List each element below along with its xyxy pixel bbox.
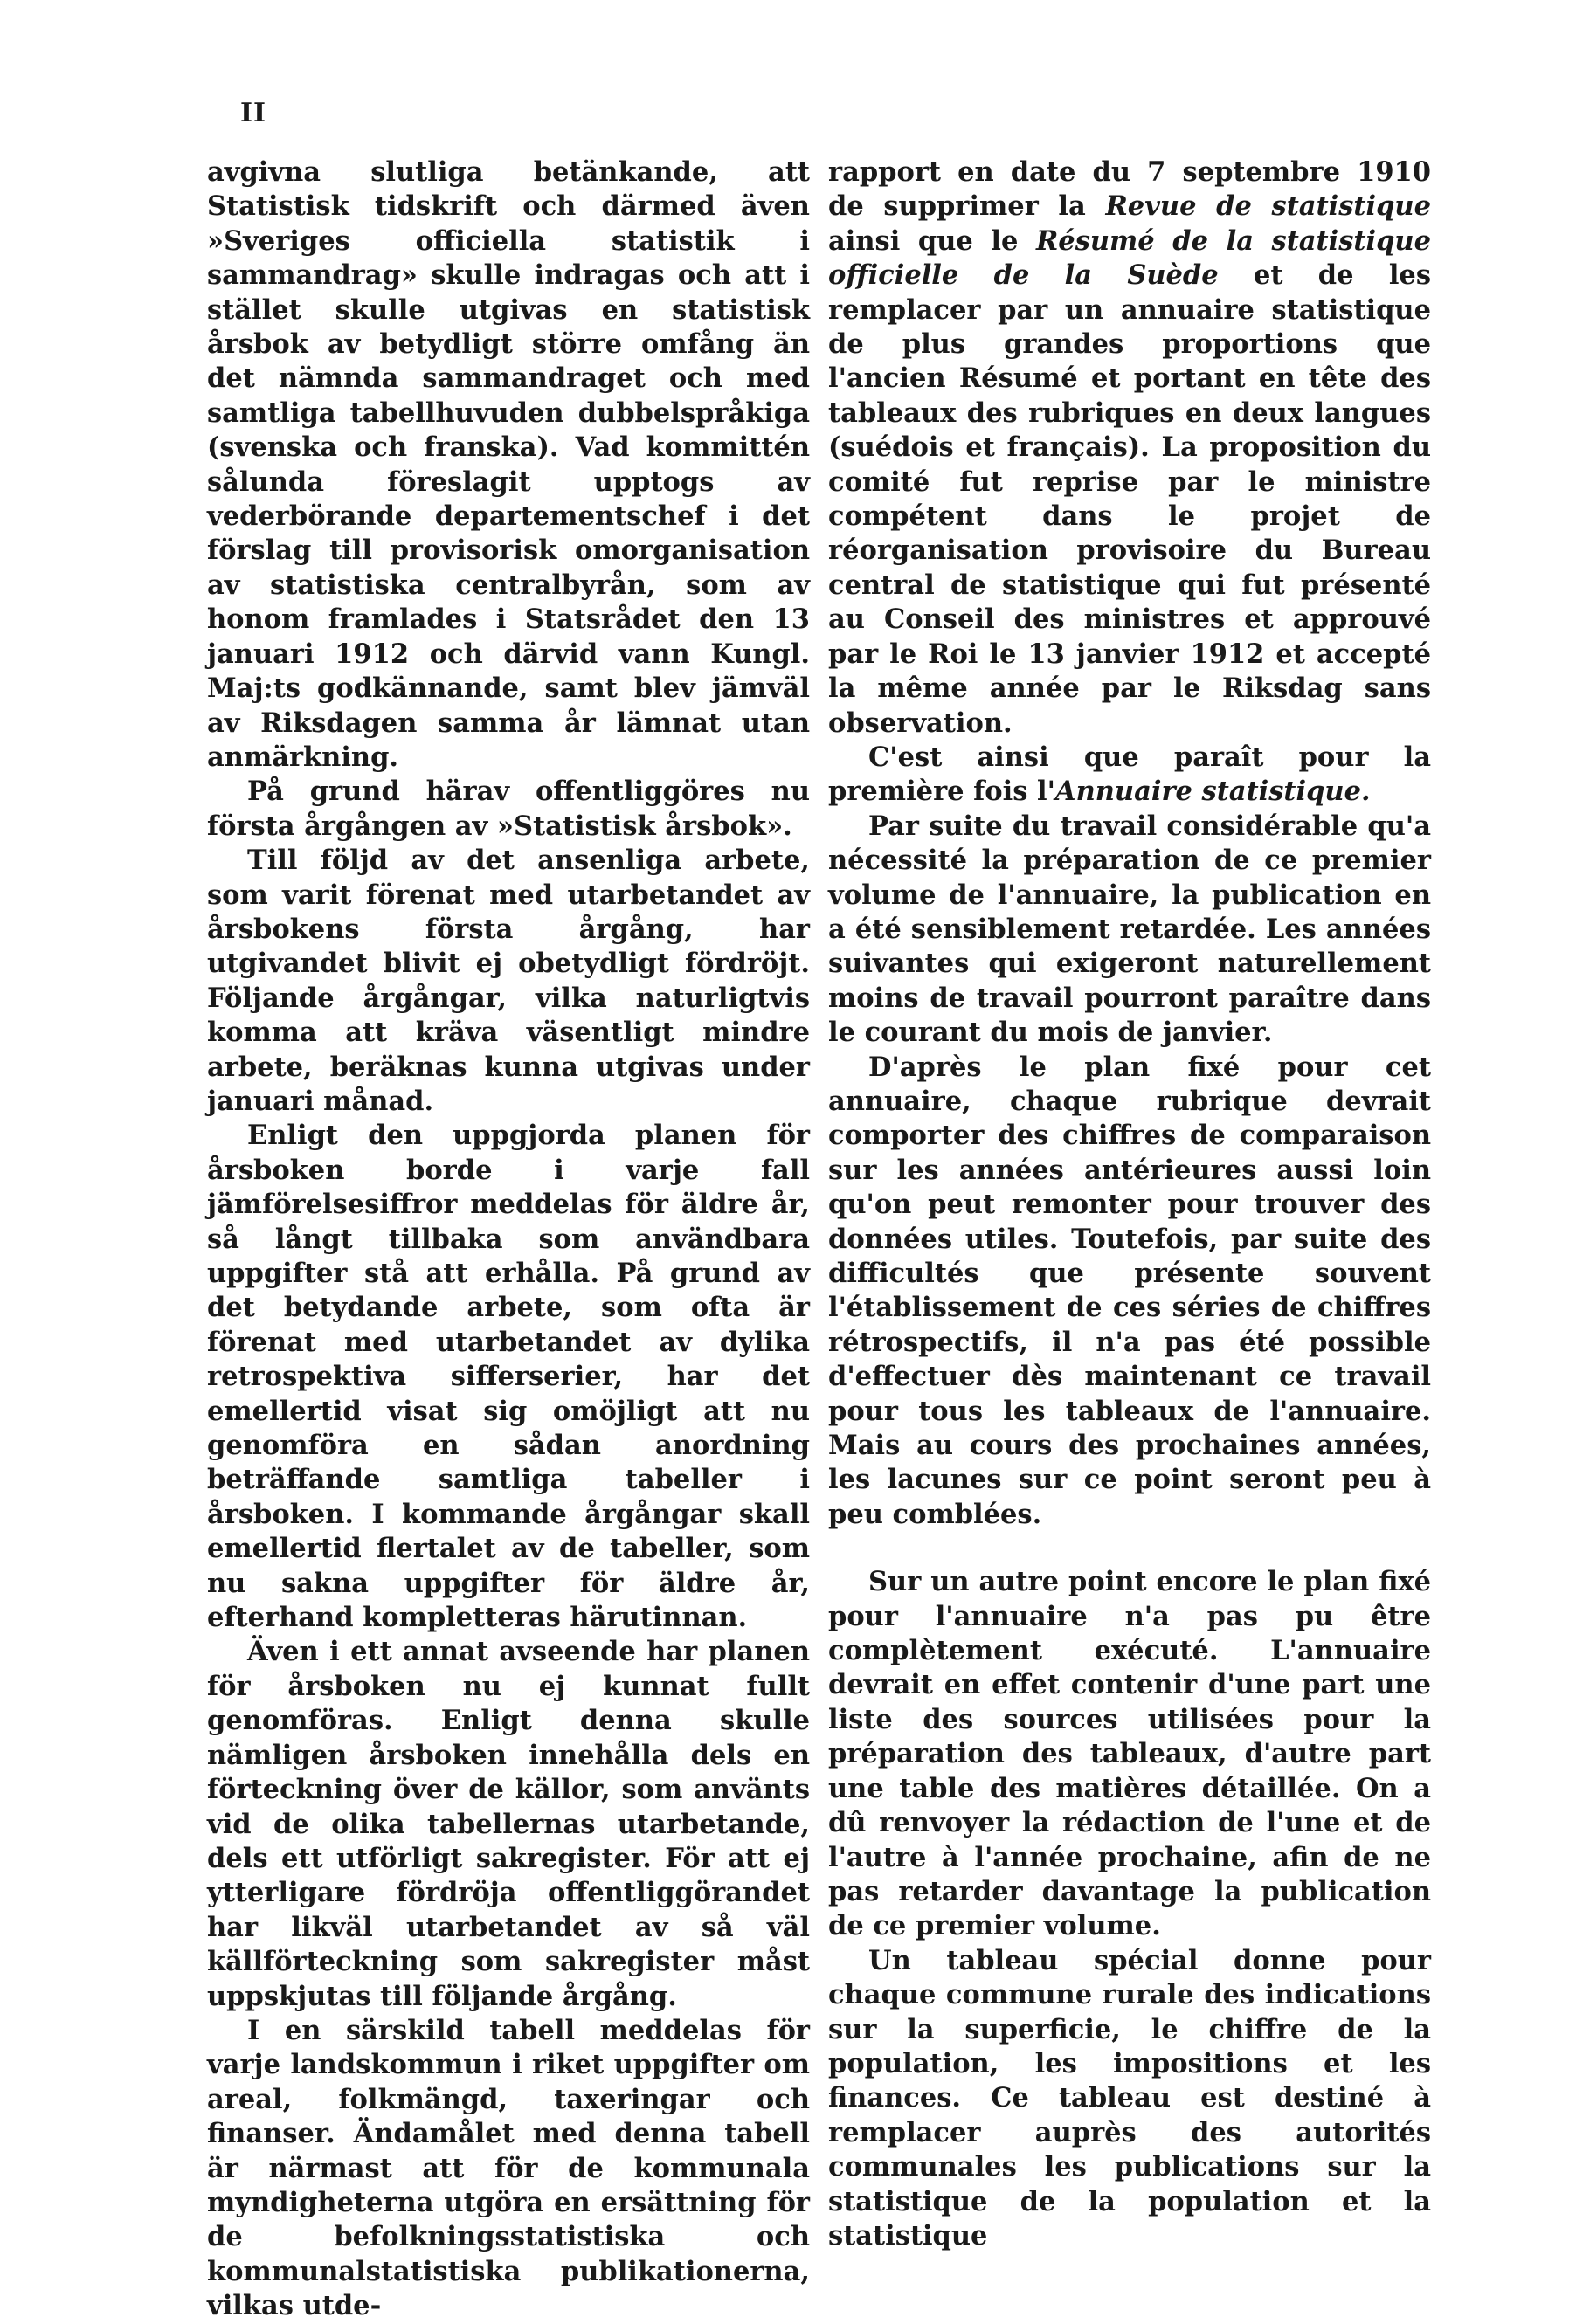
paragraph-sv-6: I en särskild tabell meddelas för varje landskommun i riket uppgifter om areal, folkmängd, taxeringar och finanser. Ändamålet med denna tabell är närmast att för de kommunala myndigheterna utgöra en ersättning för de befolkningsstatistiska och kommunalstatistiska publikationerna, vilkas utde- bbox=[207, 2014, 810, 2322]
paragraph-sv-1: avgivna slutliga betänkande, att Statistisk tidskrift och därmed även »Sveriges officiella statistik i sammandrag» skulle indragas och att i stället skulle utgivas en statistisk årsbok av betydligt större omfång än det nämnda sammandraget och med samtliga tabellhuvuden dubbelspråkiga (svenska och franska). Vad kommittén sålunda föreslagit upptogs av vederbörande departementschef i det förslag till provisorisk omorganisation av statistiska centralbyrån, som av honom framlades i Statsrådet den 13 januari 1912 och därvid vann Kungl. Maj:ts godkännande, samt blev jämväl av Riksdagen samma år lämnat utan anmärkning. bbox=[207, 156, 810, 773]
paragraph-fr-2-text-a: C'est ainsi que paraît pour la première fois l' bbox=[828, 741, 1431, 808]
page-number: II bbox=[240, 98, 267, 128]
paragraph-sv-5: Även i ett annat avseende har planen för årsboken nu ej kunnat fullt genomföras. Enligt denna skulle nämligen årsboken innehålla dels en förteckning över de källor, som använts vid de olika tabellernas utarbetande, dels ett utförligt sakregister. För att ej ytterligare fördröja offentliggörandet har likväl utarbetandet av så väl källförteckning som sakregister måst uppskjutas till följande årgång. bbox=[207, 1636, 810, 2012]
paragraph-fr-3: Par suite du travail considérable qu'a nécessité la préparation de ce premier volume de l'annuaire, la publication en a été sensiblement retardée. Les années suivantes qui exigeront naturellement moins de travail pourront paraître dans le courant du mois de janvier. bbox=[828, 810, 1431, 1049]
paragraph-sv-2: På grund härav offentliggöres nu första årgången av »Statistisk årsbok». bbox=[207, 776, 810, 842]
paragraph-fr-1-text-e: et de les remplacer par un annuaire statistique de plus grandes proportions que l'ancien Résumé et portant en tête des tableaux des rubriques en deux langues (suédois et français). La proposition du comité fut reprise par le ministre compétent dans le projet de réorganisation provisoire du Bureau central de statistique qui fut présenté au Conseil des ministres et approuvé par le Roi le 13 janvier 1912 et accepté la même année par le Riksdag sans observation. bbox=[828, 259, 1432, 739]
paragraph-sv-3: Till följd av det ansenliga arbete, som varit förenat med utarbetandet av årsbokens första årgång, har utgivandet blivit ej obetydligt fördröjt. Följande årgångar, vilka naturligtvis komma att kräva väsentligt mindre arbete, beräknas kunna utgivas under januari månad. bbox=[207, 845, 810, 1117]
french-column bbox=[828, 155, 1431, 2253]
paragraph-sv-4: Enligt den uppgjorda planen för årsboken borde i varje fall jämförelsesiffror meddelas för äldre år, så långt tillbaka som användbara uppgifter stå att erhålla. På grund av det betydande arbete, som ofta är förenat med utarbetandet av dylika retrospektiva sifferserier, har det emellertid visat sig omöjligt att nu genomföra en sådan anordning beträffande samtliga tabeller i årsboken. I kommande årgångar skall emellertid flertalet av de tabeller, som nu sakna uppgifter för äldre år, efterhand kompletteras härutinnan. bbox=[207, 1120, 810, 1634]
paragraph-fr-4: D'après le plan fixé pour cet annuaire, chaque rubrique devrait comporter des chiffres de comparaison sur les années antérieures aussi loin qu'on peut remonter pour trouver des données utiles. Toutefois, par suite des difficultés que présente souvent l'établissement de ces séries de chiffres rétrospectifs, il n'a pas été possible d'effectuer dès maintenant ce travail pour tous les tableaux de l'annuaire. Mais au cours des prochaines années, les lacunes sur ce point seront peu à peu comblées. bbox=[828, 1051, 1431, 1530]
resume-title: Résumé de la statistique officielle de la Suède bbox=[828, 224, 1431, 292]
annuaire-title: Annuaire statistique. bbox=[1054, 776, 1371, 808]
swedish-column bbox=[207, 155, 810, 2324]
paragraph-fr-6: Un tableau spécial donne pour chaque commune rurale des indications sur la superficie, le chiffre de la population, les impositions et les finances. Ce tableau est destiné à remplacer auprès des autorités communales les publications sur la statistique de la population et la statistique bbox=[828, 1944, 1431, 2252]
paragraph-fr-1-text-c: ainsi que le bbox=[828, 224, 1036, 257]
revue-title: Revue de statistique bbox=[1105, 190, 1431, 223]
paragraph-fr-2 bbox=[828, 741, 1431, 810]
paragraph-fr-1-text-a: rapport en date du 7 septembre 1910 de supprimer la bbox=[828, 156, 1431, 223]
paragraph-fr-5: Sur un autre point encore le plan fixé pour l'annuaire n'a pas pu être complètement exécuté. L'annuaire devrait en effet contenir d'une part une liste des sources utilisées pour la préparation des tableaux, d'autre part une table des matières détaillée. On a dû renvoyer la rédaction de l'une et de l'autre à l'année prochaine, afin de ne pas retarder davantage la publication de ce premier volume. bbox=[828, 1566, 1431, 1942]
paragraph-fr-1 bbox=[828, 155, 1431, 741]
